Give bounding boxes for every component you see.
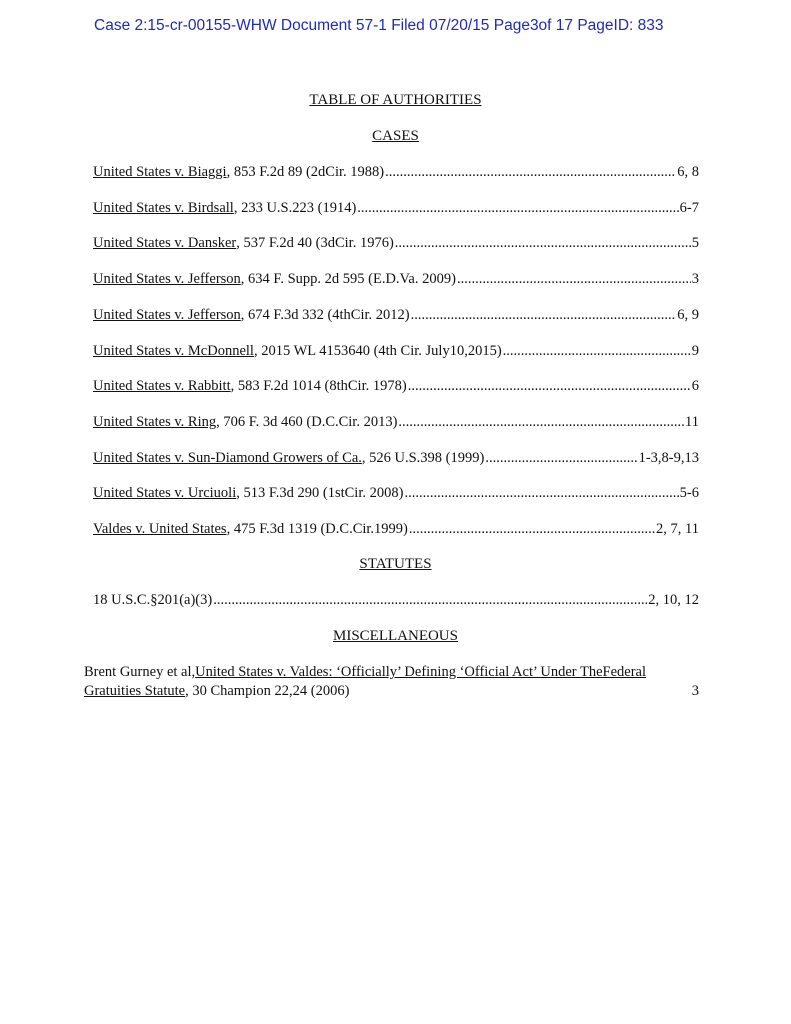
dot-leader xyxy=(404,485,678,502)
case-citation: , 853 F.2d 89 (2dCir. 1988) xyxy=(226,164,385,180)
case-citation: , 537 F.2d 40 (3dCir. 1976) xyxy=(236,235,394,252)
case-pages: 1-3,8-9,13 xyxy=(638,449,699,466)
case-citation: , 634 F. Supp. 2d 595 (E.D.Va. 2009) xyxy=(240,271,456,288)
case-pages: 2, 7, 11 xyxy=(656,521,699,537)
case-pages: 3 xyxy=(691,271,699,288)
misc-pages: 3 xyxy=(691,683,699,699)
cases-heading: CASES xyxy=(372,128,419,144)
case-name: United States v. Birdsall xyxy=(93,199,234,216)
case-name: Valdes v. United States xyxy=(93,521,227,537)
case-citation: , 674 F.3d 332 (4thCir. 2012) xyxy=(240,306,410,323)
case-entry xyxy=(93,235,699,252)
case-pages: 6 xyxy=(691,378,699,395)
dot-leader xyxy=(385,164,676,181)
dot-leader xyxy=(409,521,655,538)
dot-leader xyxy=(395,235,691,252)
statute-pages: 2, 10, 12 xyxy=(648,592,699,608)
case-entry xyxy=(93,414,699,431)
statute-citation: 18 U.S.C.§201(a)(3) xyxy=(93,592,213,608)
case-name: United States v. McDonnell xyxy=(93,342,254,359)
misc-title-line1: United States v. Valdes: ‘Officially’ Defining ‘Official Act’ Under TheFederal xyxy=(195,664,646,680)
dot-leader xyxy=(213,592,647,609)
case-entry xyxy=(93,450,699,467)
case-citation: , 233 U.S.223 (1914) xyxy=(233,199,357,216)
case-name: United States v. Ring xyxy=(93,413,217,430)
dot-leader xyxy=(411,307,677,324)
case-entry xyxy=(93,164,699,181)
misc-citation: , 30 Champion 22,24 (2006) xyxy=(185,683,350,699)
case-entry xyxy=(93,271,699,288)
case-entry xyxy=(93,343,699,360)
dot-leader xyxy=(485,450,637,467)
case-pages: 5 xyxy=(691,235,699,252)
case-citation: , 475 F.3d 1319 (D.C.Cir.1999) xyxy=(226,521,408,537)
case-citation: , 583 F.2d 1014 (8thCir. 1978) xyxy=(230,378,407,395)
case-entry xyxy=(93,307,699,324)
misc-entry xyxy=(84,663,699,701)
case-name: United States v. Urciuoli xyxy=(93,485,237,502)
case-pages: 6, 9 xyxy=(677,306,699,323)
case-name: United States v. Jefferson xyxy=(93,271,241,288)
case-entry xyxy=(93,200,699,217)
case-citation: , 2015 WL 4153640 (4th Cir. July10,2015) xyxy=(253,342,502,359)
case-citation: , 706 F. 3d 460 (D.C.Cir. 2013) xyxy=(216,413,398,430)
misc-title-line2: Gratuities Statute xyxy=(84,683,186,699)
dot-leader xyxy=(398,414,684,431)
dot-leader xyxy=(408,378,691,395)
case-header: Case 2:15-cr-00155-WHW Document 57-1 Filed 07/20/15 Page3of 17 PageID: 833 xyxy=(94,17,664,34)
page-title: TABLE OF AUTHORITIES xyxy=(309,92,482,108)
misc-author: Brent Gurney et al, xyxy=(84,664,196,680)
case-name: United States v. Rabbitt xyxy=(93,378,231,395)
case-entry xyxy=(93,378,699,395)
dot-leader xyxy=(457,271,691,288)
case-name: United States v. Biaggi xyxy=(93,164,227,180)
miscellaneous-heading: MISCELLANEOUS xyxy=(332,628,458,644)
case-pages: 9 xyxy=(691,342,699,359)
dot-leader xyxy=(503,343,691,360)
case-entry xyxy=(93,485,699,502)
case-pages: 11 xyxy=(685,413,699,430)
statutes-heading: STATUTES xyxy=(359,556,432,572)
case-entry xyxy=(93,521,699,538)
statute-entry xyxy=(93,592,699,609)
case-pages: 6, 8 xyxy=(677,164,699,180)
case-pages: 6-7 xyxy=(679,199,699,216)
dot-leader xyxy=(357,200,678,217)
case-citation: , 513 F.3d 290 (1stCir. 2008) xyxy=(236,485,404,502)
case-pages: 5-6 xyxy=(679,485,699,502)
case-name: United States v. Jefferson xyxy=(93,306,241,323)
case-name: United States v. Sun-Diamond Growers of Ca. xyxy=(93,449,362,466)
case-name: United States v. Dansker xyxy=(93,235,237,252)
case-citation: , 526 U.S.398 (1999) xyxy=(361,449,485,466)
